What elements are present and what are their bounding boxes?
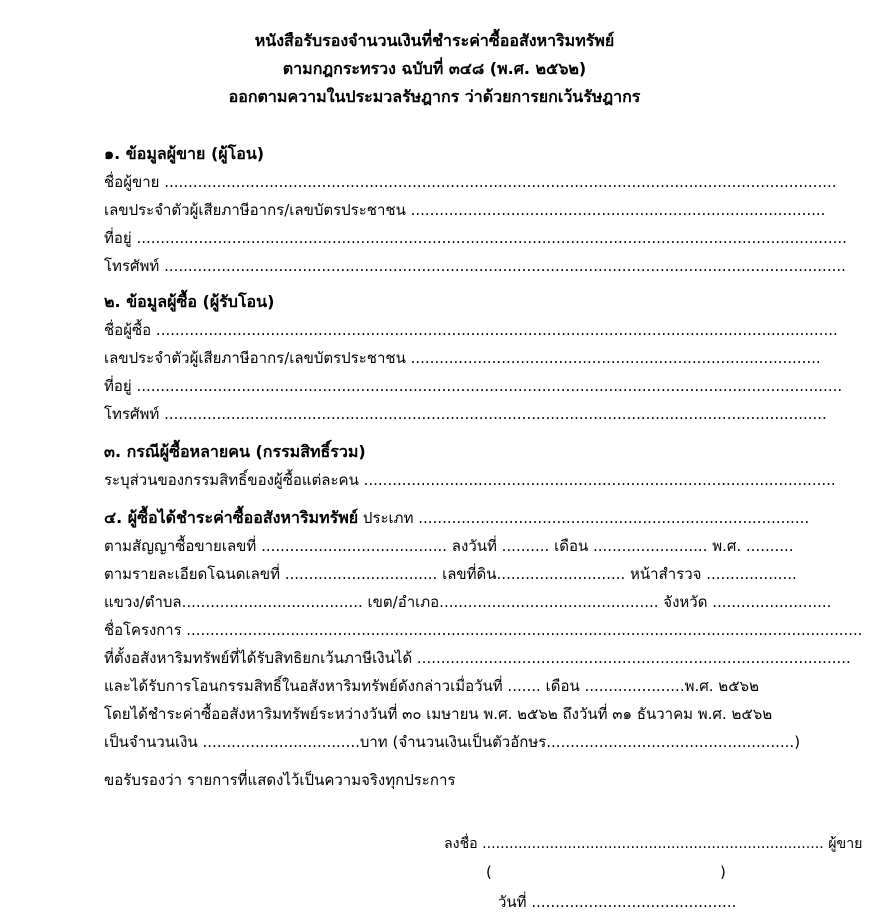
seller-name-field: ชื่อผู้ขาย ............................................................................................................................................. xyxy=(104,173,837,191)
buyer-phone-field: โทรศัพท์ ........................................................................................................................................... xyxy=(104,405,827,423)
buyer-address-field: ที่อยู่ .................................................................................................................................................... xyxy=(104,377,843,395)
form-subtitle-regulation: ตามกฎกระทรวง ฉบับที่ ๓๔๘ (พ.ศ. ๒๕๖๒) xyxy=(282,59,587,78)
title-deed-field: ตามรายละเอียดโฉนดเลขที่ ................................ เลขที่ดิน........................... หน้าสำรวจ ................... xyxy=(104,565,797,583)
district-field: แขวง/ตำบล...................................... เขต/อำเภอ.............................................. จังหวัด ......................... xyxy=(104,593,832,611)
seller-phone-field: โทรศัพท์ ............................................................................................................................................... xyxy=(104,257,846,275)
property-type-field: ประเภท .................................................................................. xyxy=(358,509,810,527)
signature-name-open: ( xyxy=(486,863,492,881)
buyer-taxid-field: เลขประจำตัวผู้เสียภาษีอากร/เลขบัตรประชาชน ...................................................................................... xyxy=(104,349,821,367)
property-location-field: ที่ตั้งอสังหาริมทรัพย์ที่ได้รับสิทธิยกเว้นภาษีเงินได้ ........................................................................................... xyxy=(104,649,851,667)
project-name-field: ชื่อโครงการ ............................................................................................................................................... xyxy=(104,621,863,639)
section4-heading-row xyxy=(104,508,809,528)
transfer-date-field: และได้รับการโอนกรรมสิทธิ์ในอสังหาริมทรัพย์ดังกล่าวเมื่อวันที่ ....... เดือน .....................พ.ศ. ๒๕๖๒ xyxy=(104,677,759,695)
section3-heading: ๓. กรณีผู้ซื้อหลายคน (กรรมสิทธิ์รวม) xyxy=(104,442,366,461)
payment-period-text: โดยได้ชำระค่าซื้ออสังหาริมทรัพย์ระหว่างวันที่ ๓๐ เมษายน พ.ศ. ๒๕๖๒ ถึงวันที่ ๓๑ ธันวาคม พ.ศ. ๒๕๖๒ xyxy=(104,705,773,723)
form-title: หนังสือรับรองจำนวนเงินที่ชำระค่าซื้ออสังหาริมทรัพย์ xyxy=(254,31,615,50)
signature-date-field: วันที่ ........................................... xyxy=(498,893,737,911)
certification-statement: ขอรับรองว่า รายการที่แสดงไว้เป็นความจริงทุกประการ xyxy=(104,771,456,789)
ownership-share-field: ระบุส่วนของกรรมสิทธิ์ของผู้ซื้อแต่ละคน ................................................................................................... xyxy=(104,471,836,489)
section1-heading: ๑. ข้อมูลผู้ขาย (ผู้โอน) xyxy=(104,144,265,163)
buyer-name-field: ชื่อผู้ซื้อ ............................................................................................................................................... xyxy=(104,321,838,339)
seller-taxid-field: เลขประจำตัวผู้เสียภาษีอากร/เลขบัตรประชาชน ....................................................................................... xyxy=(104,201,826,219)
signature-name-close: ) xyxy=(720,863,726,881)
form-subtitle-code: ออกตามความในประมวลรัษฎากร ว่าด้วยการยกเว้นรัษฎากร xyxy=(228,87,641,106)
contract-field: ตามสัญญาซื้อขายเลขที่ ....................................... ลงวันที่ .......... เดือน ........................ พ.ศ. .......... xyxy=(104,537,794,555)
section2-heading: ๒. ข้อมูลผู้ซื้อ (ผู้รับโอน) xyxy=(104,292,275,311)
section4-heading: ๔. ผู้ซื้อได้ชำระค่าซื้ออสังหาริมทรัพย์ xyxy=(104,508,359,527)
seller-address-field: ที่อยู่ ..................................................................................................................................................... xyxy=(104,229,847,247)
seller-signature-line: ลงชื่อ ............................................................................ ผู้ขาย xyxy=(444,836,863,852)
amount-field: เป็นจำนวนเงิน .................................บาท (จำนวนเงินเป็นตัวอักษร....................................................) xyxy=(104,733,801,751)
